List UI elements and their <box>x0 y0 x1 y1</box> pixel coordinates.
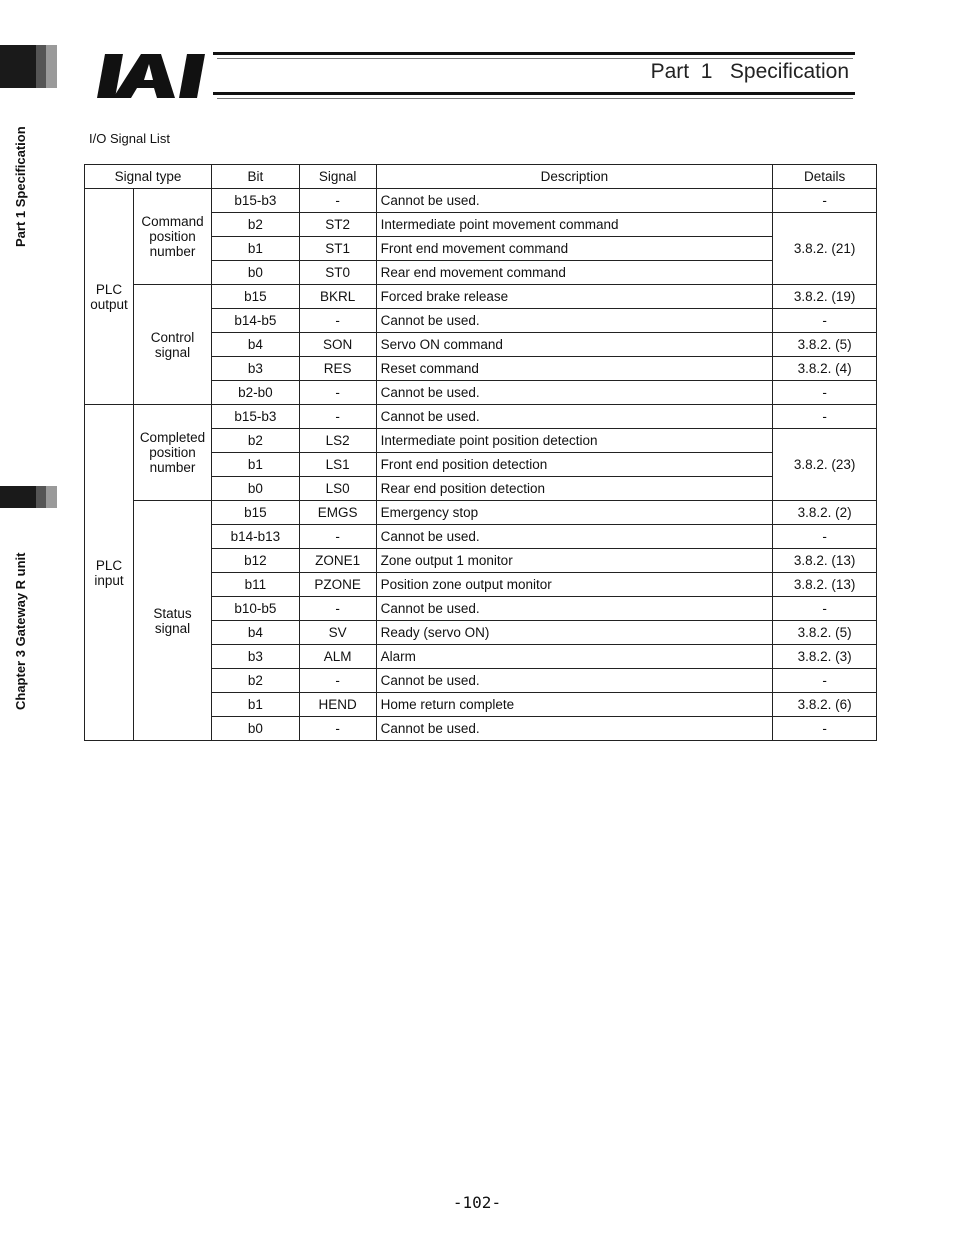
header-signal-type: Signal type <box>85 165 212 189</box>
signal-cell: PZONE <box>299 573 376 597</box>
signal-cell: ST2 <box>299 213 376 237</box>
details-cell: - <box>773 597 877 621</box>
signal-cell: LS2 <box>299 429 376 453</box>
table-row <box>85 189 877 213</box>
description-cell: Alarm <box>376 645 773 669</box>
bit-cell: b0 <box>211 717 299 741</box>
header-bit: Bit <box>211 165 299 189</box>
details-cell: - <box>773 189 877 213</box>
signal-cell: SON <box>299 333 376 357</box>
signal-cell: - <box>299 669 376 693</box>
description-cell: Cannot be used. <box>376 597 773 621</box>
table-header-row <box>85 165 877 189</box>
description-cell: Ready (servo ON) <box>376 621 773 645</box>
bit-cell: b2 <box>211 669 299 693</box>
bit-cell: b2 <box>211 429 299 453</box>
description-cell: Cannot be used. <box>376 525 773 549</box>
signal-cell: LS1 <box>299 453 376 477</box>
table-row <box>85 285 877 309</box>
bit-cell: b3 <box>211 357 299 381</box>
bit-cell: b2 <box>211 213 299 237</box>
bit-cell: b15-b3 <box>211 405 299 429</box>
signal-cell: - <box>299 381 376 405</box>
details-cell: 3.8.2. (4) <box>773 357 877 381</box>
description-cell: Intermediate point movement command <box>376 213 773 237</box>
signal-cell: - <box>299 525 376 549</box>
description-cell: Front end position detection <box>376 453 773 477</box>
details-cell: 3.8.2. (21) <box>773 213 877 285</box>
subgroup-completed-position-number: Completed position number <box>133 405 211 501</box>
section-title: I/O Signal List <box>89 131 170 146</box>
bit-cell: b1 <box>211 237 299 261</box>
signal-cell: EMGS <box>299 501 376 525</box>
details-cell: 3.8.2. (2) <box>773 501 877 525</box>
subgroup-control-signal: Control signal <box>133 285 211 405</box>
subgroup-status-signal: Status signal <box>133 501 211 741</box>
signal-cell: - <box>299 309 376 333</box>
io-signal-table <box>84 164 877 741</box>
signal-cell: ZONE1 <box>299 549 376 573</box>
bit-cell: b3 <box>211 645 299 669</box>
bit-cell: b4 <box>211 621 299 645</box>
details-cell: 3.8.2. (6) <box>773 693 877 717</box>
signal-cell: - <box>299 405 376 429</box>
signal-cell: LS0 <box>299 477 376 501</box>
details-cell: - <box>773 309 877 333</box>
bit-cell: b15-b3 <box>211 189 299 213</box>
signal-cell: - <box>299 189 376 213</box>
description-cell: Position zone output monitor <box>376 573 773 597</box>
details-cell: 3.8.2. (19) <box>773 285 877 309</box>
header-details: Details <box>773 165 877 189</box>
details-cell: - <box>773 381 877 405</box>
bit-cell: b2-b0 <box>211 381 299 405</box>
bit-cell: b1 <box>211 453 299 477</box>
page-number: -102- <box>452 1193 502 1212</box>
description-cell: Rear end position detection <box>376 477 773 501</box>
signal-cell: BKRL <box>299 285 376 309</box>
iai-logo <box>95 54 213 98</box>
bit-cell: b12 <box>211 549 299 573</box>
description-cell: Front end movement command <box>376 237 773 261</box>
description-cell: Forced brake release <box>376 285 773 309</box>
table-row <box>85 501 877 525</box>
bit-cell: b14-b13 <box>211 525 299 549</box>
description-cell: Cannot be used. <box>376 717 773 741</box>
description-cell: Rear end movement command <box>376 261 773 285</box>
bit-cell: b14-b5 <box>211 309 299 333</box>
subgroup-command-position-number: Command position number <box>133 189 211 285</box>
description-cell: Cannot be used. <box>376 309 773 333</box>
table-row <box>85 405 877 429</box>
signal-cell: ALM <box>299 645 376 669</box>
description-cell: Home return complete <box>376 693 773 717</box>
details-cell: - <box>773 669 877 693</box>
details-cell: 3.8.2. (5) <box>773 333 877 357</box>
signal-cell: - <box>299 717 376 741</box>
description-cell: Servo ON command <box>376 333 773 357</box>
bit-cell: b15 <box>211 501 299 525</box>
description-cell: Cannot be used. <box>376 669 773 693</box>
details-cell: 3.8.2. (13) <box>773 549 877 573</box>
signal-cell: RES <box>299 357 376 381</box>
details-cell: - <box>773 717 877 741</box>
description-cell: Zone output 1 monitor <box>376 549 773 573</box>
signal-cell: ST1 <box>299 237 376 261</box>
description-cell: Intermediate point position detection <box>376 429 773 453</box>
description-cell: Reset command <box>376 357 773 381</box>
description-cell: Cannot be used. <box>376 189 773 213</box>
group-plc-output: PLC output <box>85 189 134 405</box>
details-cell: 3.8.2. (5) <box>773 621 877 645</box>
bit-cell: b11 <box>211 573 299 597</box>
bit-cell: b1 <box>211 693 299 717</box>
signal-cell: - <box>299 597 376 621</box>
bit-cell: b10-b5 <box>211 597 299 621</box>
side-tab-marker-top <box>0 45 57 88</box>
description-cell: Emergency stop <box>376 501 773 525</box>
bit-cell: b15 <box>211 285 299 309</box>
details-cell: - <box>773 525 877 549</box>
description-cell: Cannot be used. <box>376 405 773 429</box>
bit-cell: b4 <box>211 333 299 357</box>
bit-cell: b0 <box>211 261 299 285</box>
side-tab-marker-bottom <box>0 486 57 508</box>
signal-cell: ST0 <box>299 261 376 285</box>
details-cell: 3.8.2. (3) <box>773 645 877 669</box>
details-cell: 3.8.2. (23) <box>773 429 877 501</box>
signal-cell: HEND <box>299 693 376 717</box>
details-cell: 3.8.2. (13) <box>773 573 877 597</box>
header-signal: Signal <box>299 165 376 189</box>
description-cell: Cannot be used. <box>376 381 773 405</box>
header-description: Description <box>376 165 773 189</box>
header-title: Part 1 Specification <box>650 60 849 83</box>
details-cell: - <box>773 405 877 429</box>
bit-cell: b0 <box>211 477 299 501</box>
signal-cell: SV <box>299 621 376 645</box>
group-plc-input: PLC input <box>85 405 134 741</box>
